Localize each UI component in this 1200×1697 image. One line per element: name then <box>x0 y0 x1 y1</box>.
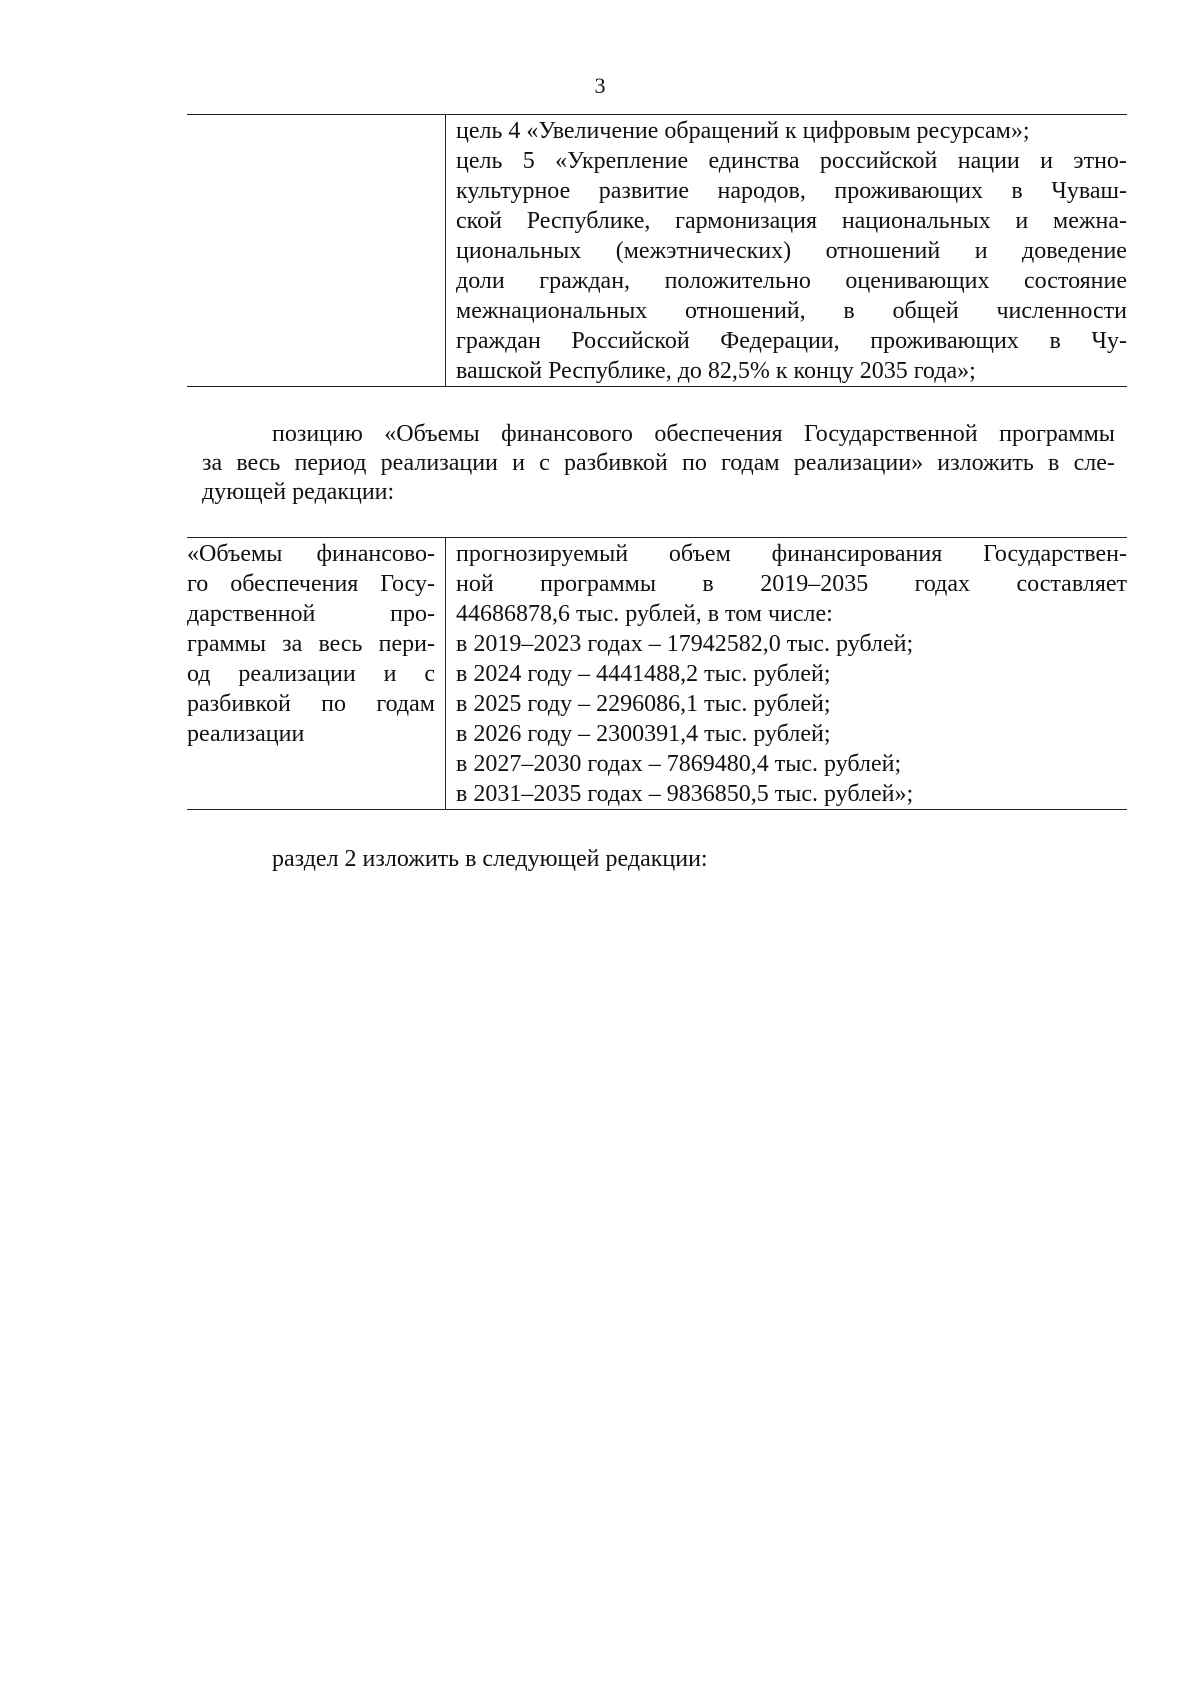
goals-table-right-cell <box>446 115 1128 387</box>
word: про- <box>390 601 435 627</box>
word: граждан, <box>539 268 631 294</box>
goal-line <box>456 266 1127 296</box>
goal-line <box>456 146 1127 176</box>
finance-value-line: 44686878,6 тыс. рублей, в том числе: <box>456 601 833 627</box>
word: ской <box>456 208 502 234</box>
finance-value-line: в 2031–2035 годах – 9836850,5 тыс. рублей»; <box>456 781 914 807</box>
word: цель <box>456 148 503 174</box>
word: 5 <box>522 148 535 174</box>
word: (межэтнических) <box>615 238 792 264</box>
finance-label-line <box>187 599 435 629</box>
word: Федерации, <box>720 328 840 354</box>
word: общей <box>892 298 959 324</box>
word: прогнозируемый <box>456 541 629 567</box>
paragraph-line: раздел 2 изложить в следующей редакции: <box>272 846 708 872</box>
word: за <box>202 450 223 476</box>
finance-value-line: в 2019–2023 годах – 17942582,0 тыс. рублей; <box>456 631 914 657</box>
finance-table-left-cell <box>187 538 446 810</box>
word: од <box>187 661 211 687</box>
word: разбивкой <box>563 450 668 476</box>
word: позицию <box>272 421 363 447</box>
finance-label-line <box>187 659 435 689</box>
word: программы <box>540 571 656 597</box>
word: Российской <box>571 328 690 354</box>
word: изложить <box>937 450 1034 476</box>
word: с <box>539 450 550 476</box>
word: оценивающих <box>845 268 990 294</box>
word: Чуваш- <box>1051 178 1127 204</box>
word: программы <box>999 421 1115 447</box>
word: го <box>187 571 209 597</box>
word: ной <box>456 571 494 597</box>
word: и <box>1015 208 1029 234</box>
page-number: 3 <box>594 73 606 98</box>
word: обеспечения <box>230 571 359 597</box>
finance-value-line: в 2024 году – 4441488,2 тыс. рублей; <box>456 661 831 687</box>
goal-line <box>456 296 1127 326</box>
finance-label-line <box>187 569 435 599</box>
goal-line <box>456 326 1127 356</box>
word: граммы <box>187 631 266 657</box>
finance-value-line: в 2026 году – 2300391,4 тыс. рублей; <box>456 721 831 747</box>
word: развитие <box>598 178 690 204</box>
word: и <box>974 238 988 264</box>
finance-table-right-cell <box>446 538 1128 810</box>
word: по <box>681 450 707 476</box>
word: 2019–2035 <box>760 571 869 597</box>
word: проживающих <box>870 328 1019 354</box>
goal-line: цель 4 «Увеличение обращений к цифровым ресурсам»; <box>456 118 1030 144</box>
word: культурное <box>456 178 571 204</box>
word: в <box>843 298 855 324</box>
word: и <box>383 661 397 687</box>
word: объем <box>668 541 731 567</box>
word: доли <box>456 268 505 294</box>
paragraph-financing-position <box>202 420 1115 507</box>
word: в <box>702 571 714 597</box>
word: народов, <box>717 178 806 204</box>
word: финансирования <box>771 541 943 567</box>
word: сле- <box>1073 450 1115 476</box>
word: этно- <box>1073 148 1127 174</box>
goal-line <box>456 176 1127 206</box>
word: отношений, <box>684 298 806 324</box>
finance-label-line <box>187 539 435 569</box>
word: финансово- <box>316 541 435 567</box>
word: и <box>512 450 525 476</box>
word: в <box>1011 178 1023 204</box>
word: по <box>321 691 347 717</box>
word: и <box>1040 148 1053 174</box>
word: граждан <box>456 328 541 354</box>
finance-label-line <box>187 689 435 719</box>
word: состояние <box>1024 268 1127 294</box>
table-row <box>187 538 1127 810</box>
word: в <box>1048 450 1060 476</box>
finance-label-line <box>187 629 435 659</box>
word: «Объемы <box>187 541 283 567</box>
finance-value-line <box>456 539 1127 569</box>
paragraph-line <box>202 449 1115 478</box>
word: финансового <box>501 421 633 447</box>
word: межнациональных <box>456 298 648 324</box>
word: Госу- <box>380 571 435 597</box>
word: весь <box>236 450 281 476</box>
word: численности <box>996 298 1127 324</box>
goals-table-left-cell <box>187 115 446 387</box>
word: реализации <box>380 450 498 476</box>
word: составляет <box>1016 571 1127 597</box>
finance-value-line: в 2025 году – 2296086,1 тыс. рублей; <box>456 691 831 717</box>
table-row <box>187 115 1127 387</box>
word: годам <box>376 691 435 717</box>
word: реализации <box>238 661 356 687</box>
word: доведение <box>1022 238 1127 264</box>
word: «Укрепление <box>555 148 689 174</box>
word: весь <box>318 631 363 657</box>
word: Чу- <box>1091 328 1127 354</box>
paragraph-section-2 <box>202 845 1115 874</box>
finance-value-line: в 2027–2030 годах – 7869480,4 тыс. рублей; <box>456 751 902 777</box>
word: дарственной <box>187 601 316 627</box>
word: Государственной <box>804 421 978 447</box>
word: «Объемы <box>384 421 480 447</box>
finance-table <box>187 537 1127 810</box>
word: единства <box>708 148 800 174</box>
word: годам <box>721 450 780 476</box>
word: обеспечения <box>654 421 783 447</box>
word: циональных <box>456 238 582 264</box>
word: отношений <box>825 238 941 264</box>
word: пери- <box>378 631 435 657</box>
word: годах <box>914 571 971 597</box>
word: российской <box>819 148 938 174</box>
word: нации <box>957 148 1020 174</box>
word: с <box>424 661 435 687</box>
goal-line <box>456 236 1127 266</box>
finance-value-line <box>456 569 1127 599</box>
word: проживающих <box>834 178 983 204</box>
goal-line: вашской Республике, до 82,5% к концу 2035 года»; <box>456 358 976 384</box>
word: национальных <box>841 208 991 234</box>
paragraph-line <box>202 420 1115 449</box>
paragraph-line: дующей редакции: <box>202 479 395 505</box>
word: период <box>294 450 367 476</box>
word: реализации» <box>793 450 924 476</box>
word: межна- <box>1053 208 1127 234</box>
goals-table <box>187 114 1127 387</box>
word: в <box>1049 328 1061 354</box>
word: положительно <box>664 268 811 294</box>
word: гармонизация <box>675 208 818 234</box>
word: разбивкой <box>187 691 291 717</box>
goal-line <box>456 206 1127 236</box>
word: за <box>282 631 303 657</box>
finance-label-line: реализации <box>187 721 305 747</box>
word: Государствен- <box>983 541 1127 567</box>
word: Республике, <box>526 208 651 234</box>
